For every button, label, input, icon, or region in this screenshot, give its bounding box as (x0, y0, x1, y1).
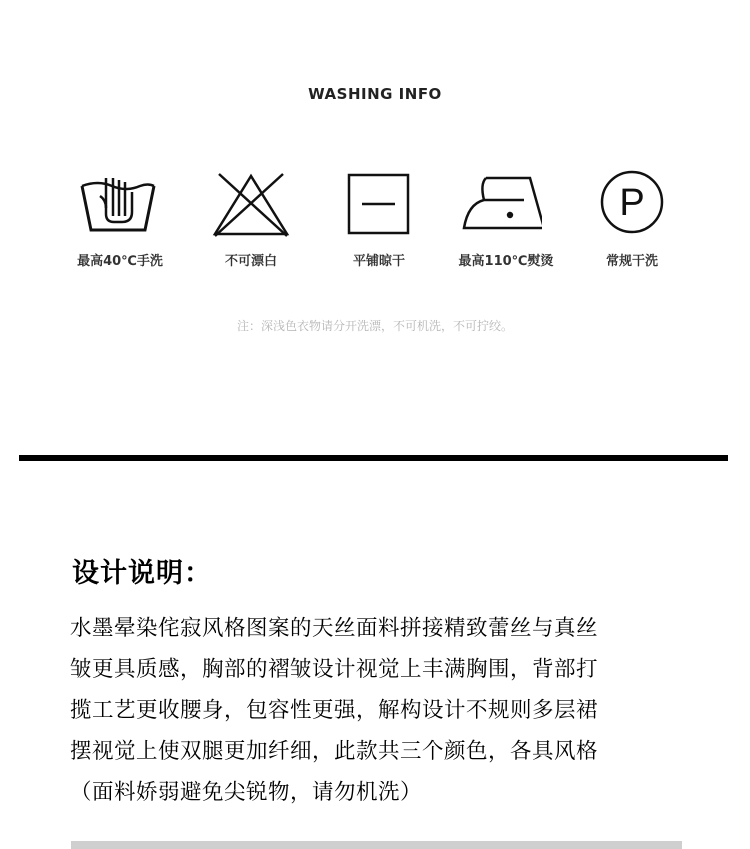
description-line: 揽工艺更收腰身，包容性更强，解构设计不规则多层裙 (70, 698, 599, 723)
hand-wash-40-icon (78, 170, 158, 238)
dry-flat-label: 平铺晾干 (352, 254, 405, 269)
description-line: 皱更具质感，胸部的褶皱设计视觉上丰满胸围，背部打 (70, 657, 599, 682)
dry-clean-glyph: P (619, 182, 645, 224)
bottom-divider (71, 841, 682, 849)
description-line: 水墨晕染侘寂风格图案的天丝面料拼接精致蕾丝与真丝 (70, 616, 599, 641)
design-description (70, 608, 682, 813)
dry-flat-icon (340, 170, 420, 238)
dry-clean-label: 常规干洗 (605, 254, 658, 269)
hand-wash-label: 最高40℃手洗 (77, 254, 163, 269)
no-bleach-icon (211, 170, 291, 238)
washing-note: 注：深浅色衣物请分开洗漂，不可机洗，不可拧绞。 (236, 319, 513, 333)
dry-clean-p-icon (594, 170, 674, 238)
no-bleach-label: 不可漂白 (224, 254, 277, 269)
description-line: 摆视觉上使双腿更加纤细，此款共三个颜色，各具风格 (70, 739, 599, 764)
section-divider (19, 455, 728, 461)
iron-110-icon (462, 170, 542, 238)
iron-110-label: 最高110℃熨烫 (458, 254, 554, 269)
description-line: （面料娇弱避免尖锐物，请勿机洗） (70, 780, 423, 805)
washing-info-title: WASHING INFO (308, 85, 442, 103)
design-title: 设计说明： (72, 558, 212, 589)
